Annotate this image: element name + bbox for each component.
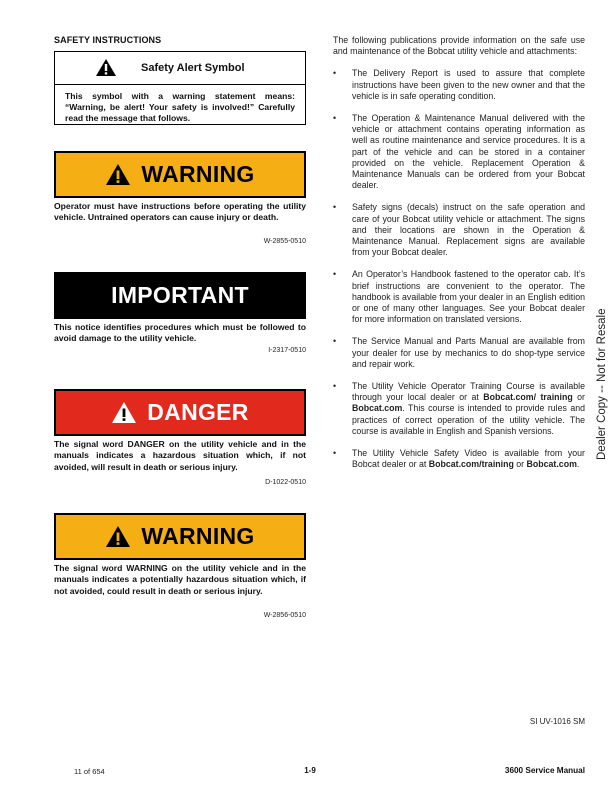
training-link[interactable]: Bobcat.com/training (428, 459, 514, 470)
bobcat-link[interactable]: Bobcat.com (526, 459, 577, 470)
publications-intro: The following publications provide information on the safe use and maintenance of the Bobcat utility vehicle and attachments: (333, 35, 585, 57)
list-item-text: The Utility Vehicle Safety Video is available from your Bobcat dealer or at (352, 448, 585, 470)
list-item: • An Operator’s Handbook fastened to the operator cab. It’s brief instructions are convenient to the operator. The handbook is available from your dealer in an English edition or one of many other languages. See your Bobcat dealer for more information on translated versions. (333, 269, 585, 325)
safety-alert-triangle-icon (95, 58, 117, 77)
publications-section (333, 35, 585, 471)
danger-label: DANGER (147, 399, 249, 425)
warning-text: Operator must have instructions before operating the utility vehicle. Untrained operators can cause injury or death. (54, 201, 306, 223)
list-item: • Safety signs (decals) instruct on the safe operation and care of your Bobcat utility vehicle or attachment. The signs and their locations are shown in the Operation & Maintenance Manual. Replacement signs are available from your Bobcat dealer. (333, 202, 585, 258)
list-item: • The Service Manual and Parts Manual are available from your dealer for use by mechanics to do shop-type service and repair work. (333, 336, 585, 370)
page-count: 11 of 654 (74, 767, 105, 776)
warning-triangle-icon (105, 163, 131, 186)
training-link[interactable]: Bobcat.com/ training (483, 392, 573, 403)
list-item: • The Operation & Maintenance Manual delivered with the vehicle or attachment contains operating information as well as routine maintenance and service procedures. It is a part of the vehicle and can be stored in a container provided on the vehicle. Replacement Operation & Maintenance Manuals can be ordered from your Bobcat dealer. (333, 113, 585, 191)
dealer-copy-watermark: Dealer Copy -- Not for Resale (596, 308, 608, 460)
safety-alert-header (55, 52, 305, 85)
publications-list (333, 68, 585, 470)
section-title: SAFETY INSTRUCTIONS (54, 35, 162, 45)
warning-banner (54, 151, 306, 198)
important-banner (54, 272, 306, 319)
warning-text: The signal word WARNING on the utility vehicle and in the manuals indicates a potentially hazardous situation which, if not avoided, could result in death or serious injury. (54, 563, 306, 596)
warning-label: WARNING (141, 161, 255, 187)
list-item: • The Delivery Report is used to assure that complete instructions have been given to the new owner and that the vehicle is in safe operating condition. (333, 68, 585, 102)
list-item-text: . This course is intended to provide rules and practices of correct operation of the utility vehicle. The course is available in English and Spanish versions. (352, 403, 585, 436)
warning-banner (54, 513, 306, 560)
safety-alert-box (54, 51, 306, 125)
safety-alert-text: This symbol with a warning statement means: “Warning, be alert! Your safety is involved!” Carefully read the message that follows. (65, 91, 295, 123)
warning-code: W-2855-0510 (263, 238, 306, 245)
list-item-text: or (572, 392, 585, 403)
document-id: SI UV-1016 SM (529, 717, 585, 726)
list-item-text: or (513, 459, 527, 470)
list-item-text: The Utility Vehicle Operator Training Course is available through your local dealer or at (352, 381, 585, 403)
bobcat-link[interactable]: Bobcat.com (352, 403, 403, 414)
danger-triangle-icon (111, 401, 137, 424)
list-item (333, 381, 585, 437)
important-text: This notice identifies procedures which must be followed to avoid damage to the utility vehicle. (54, 322, 306, 344)
important-code: I-2317-0510 (268, 347, 306, 354)
warning-label: WARNING (141, 523, 255, 549)
list-item (333, 448, 585, 470)
safety-alert-title: Safety Alert Symbol (141, 62, 245, 74)
warning-triangle-icon (105, 525, 131, 548)
danger-banner (54, 389, 306, 436)
warning-code: W-2856-0510 (263, 612, 306, 619)
manual-title: 3600 Service Manual (504, 766, 585, 775)
important-label: IMPORTANT (111, 282, 249, 308)
page-number: 1-9 (304, 766, 316, 775)
list-item-text: . (576, 459, 580, 470)
danger-code: D-1022-0510 (265, 479, 306, 486)
danger-text: The signal word DANGER on the utility vehicle and in the manuals indicates a hazardous situation which, if not avoided, will result in death or serious injury. (54, 439, 306, 472)
